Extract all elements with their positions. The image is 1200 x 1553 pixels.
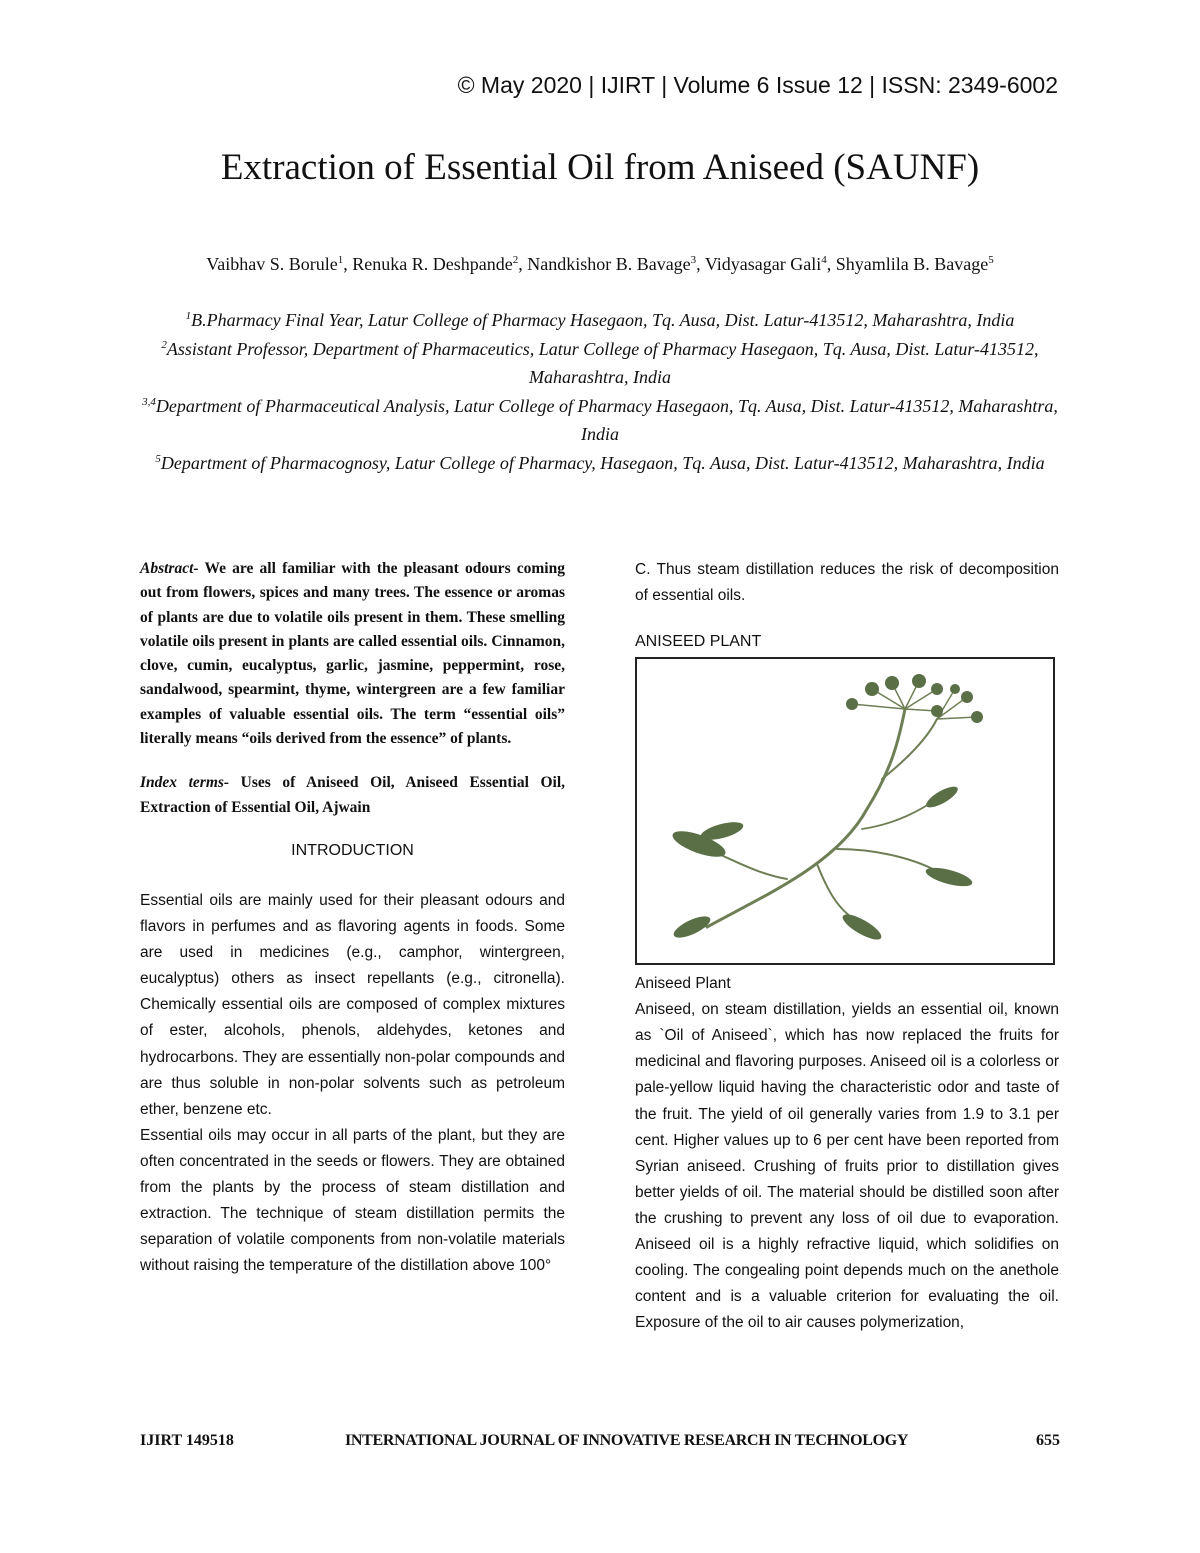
affiliation	[140, 449, 1060, 478]
author-affiliation-mark: 1	[337, 254, 344, 266]
introduction-heading: INTRODUCTION	[291, 841, 414, 859]
affiliation-mark: 5	[155, 452, 161, 465]
author-name: Vidyasagar Gali	[704, 254, 822, 274]
affiliation-mark: 2	[161, 338, 167, 351]
figure-caption: Aniseed Plant	[635, 975, 731, 993]
author-affiliation-mark: 5	[988, 254, 994, 266]
affiliation-text: B.Pharmacy Final Year, Latur College of Pharmacy Hasegaon, Tq. Ausa, Dist. Latur-413512, Maharashtra, India	[191, 310, 1015, 330]
affiliation-text: Assistant Professor, Department of Pharmaceutics, Latur College of Pharmacy Hasegaon, Tq. Ausa, Dist. Latur-413512, Maharashtra, India	[166, 338, 1039, 387]
author-affiliation-mark: 4	[821, 254, 827, 266]
abstract	[140, 557, 565, 751]
affiliation-list	[140, 306, 1060, 477]
continuation-paragraph: C. Thus steam distillation reduces the risk of decomposition of essential oils.	[635, 561, 1059, 605]
page-footer	[140, 1432, 1060, 1458]
affiliation-mark: 3,4	[142, 395, 156, 408]
author-name: Vaibhav S. Borule	[206, 254, 338, 274]
author-separator: ,	[826, 254, 836, 274]
introduction-paragraph: Essential oils may occur in all parts of the plant, but they are often concentrated in the seeds or flowers. They are obtained from the plants by the process of steam distillation and extraction. The technique of steam distillation permits the separation of volatile components from non-volatile materials without raising the temperature of the distillation above 100°	[140, 1126, 565, 1275]
author-name: Renuka R. Deshpande	[352, 254, 513, 274]
introduction-paragraph: Essential oils are mainly used for their pleasant odours and flavors in perfumes and as flavoring agents in foods. Some are used in medicines (e.g., camphor, wintergreen, eucalyptus) others as insect repellants (e.g., citronella). Chemically essential oils are composed of complex mixtures of ester, alcohols, phenols, aldehydes, ketones and hydrocarbons. They are essentially non-polar compounds and are thus soluble in non-polar solvents such as petroleum ether, benzene etc.	[140, 891, 565, 1118]
journal-citation-header: © May 2020 | IJIRT | Volume 6 Issue 12 | ISSN: 2349-6002	[457, 72, 1058, 98]
author-list	[150, 250, 1050, 279]
author-separator: ,	[343, 254, 353, 274]
footer-journal-name: INTERNATIONAL JOURNAL OF INNOVATIVE RESEARCH IN TECHNOLOGY	[345, 1432, 909, 1449]
page-number: 655	[1036, 1432, 1060, 1449]
index-terms-text: Uses of Aniseed Oil, Aniseed Essential Oil, Extraction of Essential Oil, Ajwain	[140, 774, 566, 816]
index-terms-label: Index terms-	[140, 774, 230, 792]
right-column	[635, 557, 1059, 1336]
affiliation	[140, 392, 1060, 449]
aniseed-plant-figure	[635, 657, 1055, 965]
author-name: Shyamlila B. Bavage	[835, 254, 989, 274]
paper-title: Extraction of Essential Oil from Aniseed (SAUNF)	[220, 147, 980, 188]
abstract-label: Abstract-	[140, 560, 199, 577]
author-separator: ,	[518, 254, 528, 274]
index-terms	[140, 771, 565, 820]
affiliation	[140, 335, 1060, 392]
affiliation-text: Department of Pharmacognosy, Latur College of Pharmacy, Hasegaon, Tq. Ausa, Dist. Latur-413512, Maharashtra, India	[160, 452, 1045, 473]
author-affiliation-mark: 2	[512, 254, 519, 266]
affiliation-mark: 1	[185, 310, 192, 322]
aniseed-oil-paragraph: Aniseed, on steam distillation, yields an essential oil, known as `Oil of Aniseed`, which has now replaced the fruits for medicinal and flavoring purposes. Aniseed oil is a colorless or pale-yellow liquid having the characteristic odor and taste of the fruit. The yield of oil generally varies from 1.9 to 3.1 per cent. Higher values up to 6 per cent have been reported from Syrian aniseed. Crushing of fruits prior to distillation gives better yields of oil. The material should be distilled soon after the crushing to prevent any loss of oil due to evaporation. Aniseed oil is a highly refractive liquid, which solidifies on cooling. The congealing point depends much on the anethole content and is a valuable criterion for evaluating the oil. Exposure of the oil to air causes polymerization,	[635, 1001, 1059, 1332]
aniseed-plant-illustration	[637, 659, 1053, 963]
author-separator: ,	[696, 254, 705, 274]
affiliation	[140, 306, 1060, 335]
left-column	[140, 557, 565, 1279]
author-affiliation-mark: 3	[690, 254, 697, 266]
affiliation-text: Department of Pharmaceutical Analysis, Latur College of Pharmacy Hasegaon, Tq. Ausa, Dist. Latur-413512, Maharashtra, India	[155, 395, 1058, 444]
footer-paper-id: IJIRT 149518	[140, 1432, 234, 1449]
abstract-text: We are all familiar with the pleasant odours coming out from flowers, spices and many trees. The essence or aromas of plants are due to volatile oils present in them. These smelling volatile oils present in plants are called essential oils. Cinnamon, clove, cumin, eucalyptus, garlic, jasmine, peppermint, rose, sandalwood, spearmint, thyme, wintergreen are a few familiar examples of valuable essential oils. The term “essential oils” literally means “oils derived from the essence” of plants.	[140, 560, 565, 748]
author-name: Nandkishor B. Bavage	[527, 254, 691, 274]
aniseed-plant-heading: ANISEED PLANT	[635, 633, 762, 651]
